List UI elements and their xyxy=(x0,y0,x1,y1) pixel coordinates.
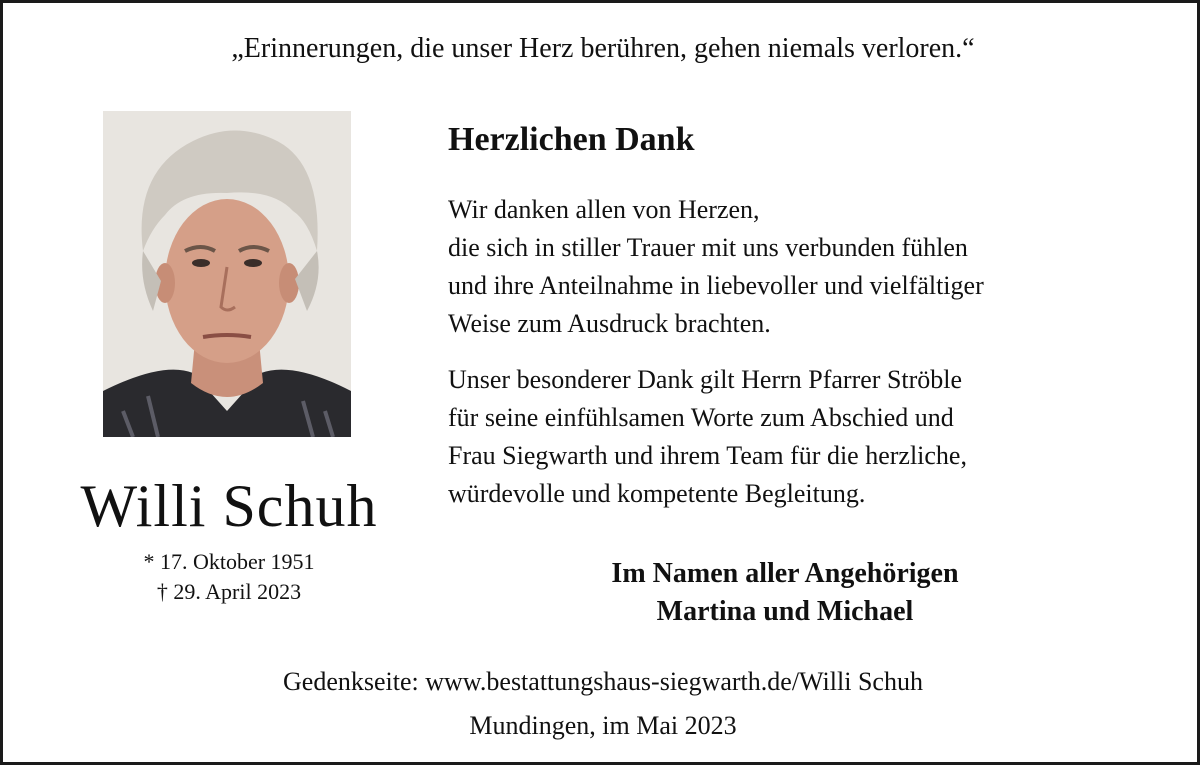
thanks-paragraph-2 xyxy=(448,361,1188,513)
text-line: für seine einfühlsamen Worte zum Abschied und xyxy=(448,403,954,432)
deceased-name: Willi Schuh xyxy=(80,473,378,539)
birth-date: * 17. Oktober 1951 xyxy=(143,549,315,574)
life-dates xyxy=(63,547,395,607)
death-date: † 29. April 2023 xyxy=(156,579,302,604)
place-and-date: Mundingen, im Mai 2023 xyxy=(469,711,737,740)
portrait-photo xyxy=(103,111,351,437)
memorial-page-link[interactable]: Gedenkseite: www.bestattungshaus-siegwarth.de/Willi Schuh xyxy=(283,667,923,696)
signature-line-1: Im Namen aller Angehörigen xyxy=(611,558,959,589)
text-line: Unser besonderer Dank gilt Herrn Pfarrer Ströble xyxy=(448,365,963,394)
memorial-quote: „Erinnerungen, die unser Herz berühren, gehen niemals verloren.“ xyxy=(231,33,975,64)
text-line: Frau Siegwarth und ihrem Team für die herzliche, xyxy=(448,441,967,470)
signature-names: Martina und Michael xyxy=(656,596,914,627)
text-line: Weise zum Ausdruck brachten. xyxy=(448,309,771,338)
text-line: würdevolle und kompetente Begleitung. xyxy=(448,479,866,508)
thanks-paragraph-1 xyxy=(448,191,1188,343)
text-line: Wir danken allen von Herzen, xyxy=(448,195,760,224)
text-line: und ihre Anteilnahme in liebevoller und vielfältiger xyxy=(448,271,984,300)
signature xyxy=(435,555,1135,631)
text-line: die sich in stiller Trauer mit uns verbunden fühlen xyxy=(448,233,968,262)
thanks-heading: Herzlichen Dank xyxy=(448,121,695,158)
